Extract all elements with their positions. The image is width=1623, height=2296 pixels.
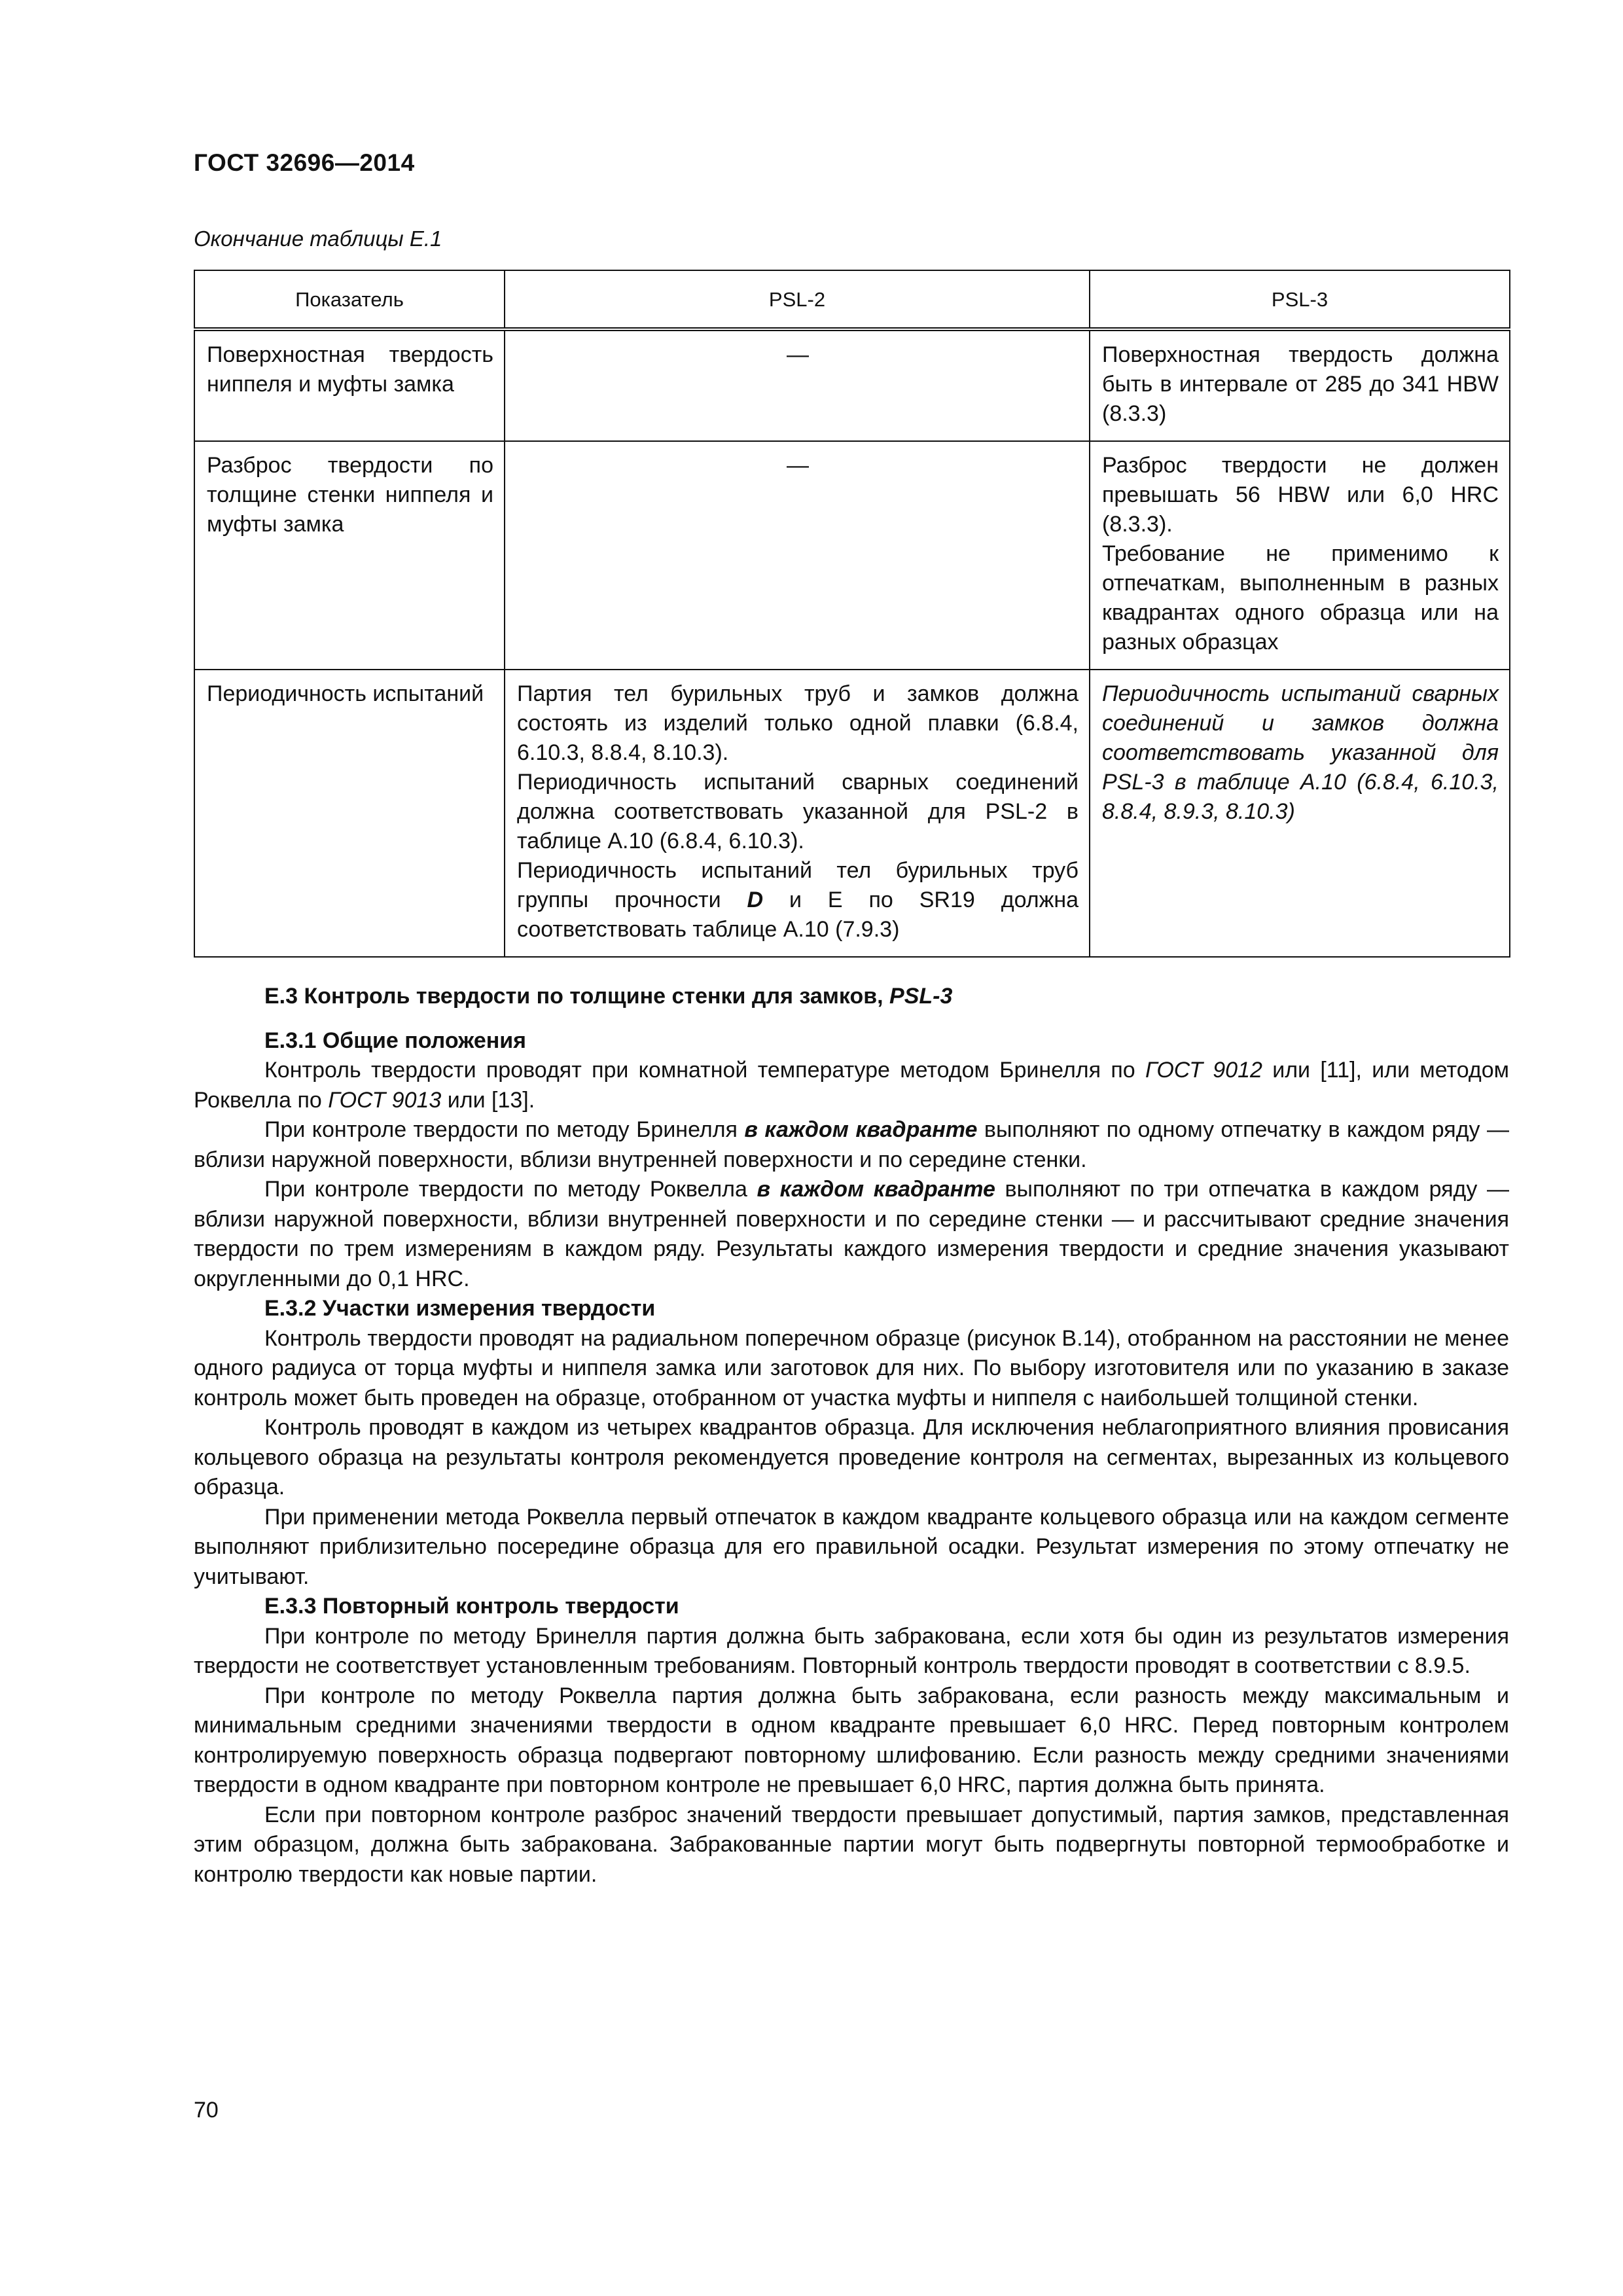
psl3-cell: [1090, 441, 1510, 670]
text-run: При контроле твердости по методу Роквелла: [264, 1177, 757, 1202]
text-run: При контроле твердости по методу Бринелля: [264, 1117, 745, 1142]
text-run: или [13].: [441, 1087, 535, 1113]
column-header-psl2: PSL-2: [505, 270, 1090, 329]
column-header-psl3: PSL-3: [1090, 270, 1510, 329]
psl2-cell: [505, 329, 1090, 441]
table-caption: Окончание таблицы Е.1: [194, 226, 442, 251]
text-run: выполняют по одному отпечатку в каждом ряду — вблизи наружной поверхности, вблизи внутренней поверхности и по середине стенки.: [194, 1117, 1509, 1172]
paragraph: [194, 1175, 1509, 1294]
cell-text: Периодичность испытаний сварных соединений и замков должна соответствовать указанной для PSL-3 в таблице А.10 (6.8.4, 6.10.3, 8.8.4, 8.9.3, 8.10.3): [1102, 681, 1499, 824]
emphasis: в каждом квадранте: [757, 1177, 995, 1202]
text-run: Периодичность испытаний тел бурильных труб группы прочности: [517, 858, 1079, 912]
paragraph: При контроле по методу Бринелля партия должна быть забракована, если хотя бы один из результатов измерения твердости не соответствует установленным требованиям. Повторный контроль твердости проводят в соответствии с 8.9.5.: [194, 1623, 1509, 1678]
heading-italic: PSL-3: [889, 984, 953, 1009]
psl3-cell: [1090, 670, 1510, 957]
subsection-heading-e3-1: Е.3.1 Общие положения: [264, 1028, 526, 1053]
document-designation: ГОСТ 32696—2014: [194, 149, 415, 176]
psl3-cell: [1090, 329, 1510, 441]
paragraph: Контроль проводят в каждом из четырех квадрантов образца. Для исключения неблагоприятного влияния провисания кольцевого образца на результаты контроля рекомендуется проведение контроля на сегментах, вырезанных из кольцевого образца.: [194, 1415, 1509, 1499]
indicator-cell: [194, 670, 505, 957]
psl2-cell: [505, 670, 1090, 957]
cell-text: Периодичность испытаний: [207, 681, 484, 706]
cell-text: Поверхностная твердость должна быть в интервале от 285 до 341 HBW (8.3.3): [1102, 342, 1499, 426]
cell-text: —: [787, 342, 809, 367]
paragraph: При контроле по методу Роквелла партия должна быть забракована, если разность между максимальным и минимальным средними значениями твердости в одном квадранте превышает 6,0 HRC. Перед повторным контролем контролируемую поверхность образца подвергают повторному шлифованию. Если разность между средними значениями твердости в одном квадранте при повторном контроле не превышает 6,0 HRC, партия должна быть принята.: [194, 1683, 1509, 1797]
standard-reference: ГОСТ 9012: [1145, 1058, 1262, 1083]
subsection-heading-e3-2: Е.3.2 Участки измерения твердости: [264, 1296, 656, 1321]
cell-text: Требование не применимо к отпечаткам, выполненным в разных квадрантах одного образца или на разных образцах: [1102, 541, 1499, 655]
heading-text: Е.3 Контроль твердости по толщине стенки для замков,: [264, 984, 890, 1009]
cell-text: Периодичность испытаний сварных соединений должна соответствовать указанной для PSL-2 в таблице А.10 (6.8.4, 6.10.3).: [517, 770, 1079, 853]
subsection-heading-e3-3: Е.3.3 Повторный контроль твердости: [264, 1594, 679, 1619]
section-e3: [194, 982, 1509, 1890]
paragraph: Контроль твердости проводят на радиальном поперечном образце (рисунок В.14), отобранном на расстоянии не менее одного радиуса от торца муфты и ниппеля замка или заготовок для них. По выбору изготовителя или по указанию в заказе контроль может быть проведен на образце, отобранном от участка муфты и ниппеля с наибольшей толщиной стенки.: [194, 1325, 1509, 1410]
cell-text: Поверхностная твердость ниппеля и муфты замка: [207, 342, 493, 397]
psl2-cell: [505, 441, 1090, 670]
cell-text: [517, 856, 1079, 944]
standard-reference: ГОСТ 9013: [328, 1087, 442, 1113]
table-row: [194, 441, 1510, 670]
paragraph: При применении метода Роквелла первый отпечаток в каждом квадранте кольцевого образца или на каждом сегменте выполняют приблизительно посередине образца для его правильной осадки. Результат измерения по этому отпечатку не учитывают.: [194, 1504, 1509, 1589]
table-row: [194, 329, 1510, 441]
paragraph: [194, 1056, 1509, 1115]
paragraph: Если при повторном контроле разброс значений твердости превышает допустимый, партия замков, представленная этим образцом, должна быть забракована. Забракованные партии могут быть подвергнуты повторной термообработке и контролю твердости как новые партии.: [194, 1802, 1509, 1887]
text-run: выполняют по три отпечатка в каждом ряду — вблизи наружной поверхности, вблизи внутренней поверхности и по середине стенки — и рассчитывают средние значения твердости по трем измерениям в каждом ряду. Результаты каждого измерения твердости и средние значения указывают округленными до 0,1 HRC.: [194, 1177, 1509, 1291]
cell-text: Разброс твердости не должен превышать 56 HBW или 6,0 HRC (8.3.3).: [1102, 453, 1499, 537]
text-run: и Е по SR19 должна соответствовать таблице А.10 (7.9.3): [517, 888, 1079, 942]
text-run: или [11], или методом Роквелла по: [194, 1058, 1509, 1113]
table-row: [194, 670, 1510, 957]
text-run: Контроль твердости проводят при комнатной температуре методом Бринелля по: [264, 1058, 1145, 1083]
indicator-cell: [194, 329, 505, 441]
page-number: 70: [194, 2098, 219, 2123]
cell-text: Партия тел бурильных труб и замков должна состоять из изделий только одной плавки (6.8.4, 6.10.3, 8.8.4, 8.10.3).: [517, 681, 1079, 765]
emphasis: в каждом квадранте: [744, 1117, 978, 1142]
cell-text: —: [787, 453, 809, 478]
indicator-cell: [194, 441, 505, 670]
table-header-row: [194, 270, 1510, 329]
strength-group-label: D: [747, 888, 764, 912]
column-header-indicator: Показатель: [194, 270, 505, 329]
cell-text: Разброс твердости по толщине стенки ниппеля и муфты замка: [207, 453, 493, 537]
section-heading: [194, 982, 1509, 1012]
paragraph: [194, 1115, 1509, 1175]
requirements-table: [194, 270, 1510, 958]
